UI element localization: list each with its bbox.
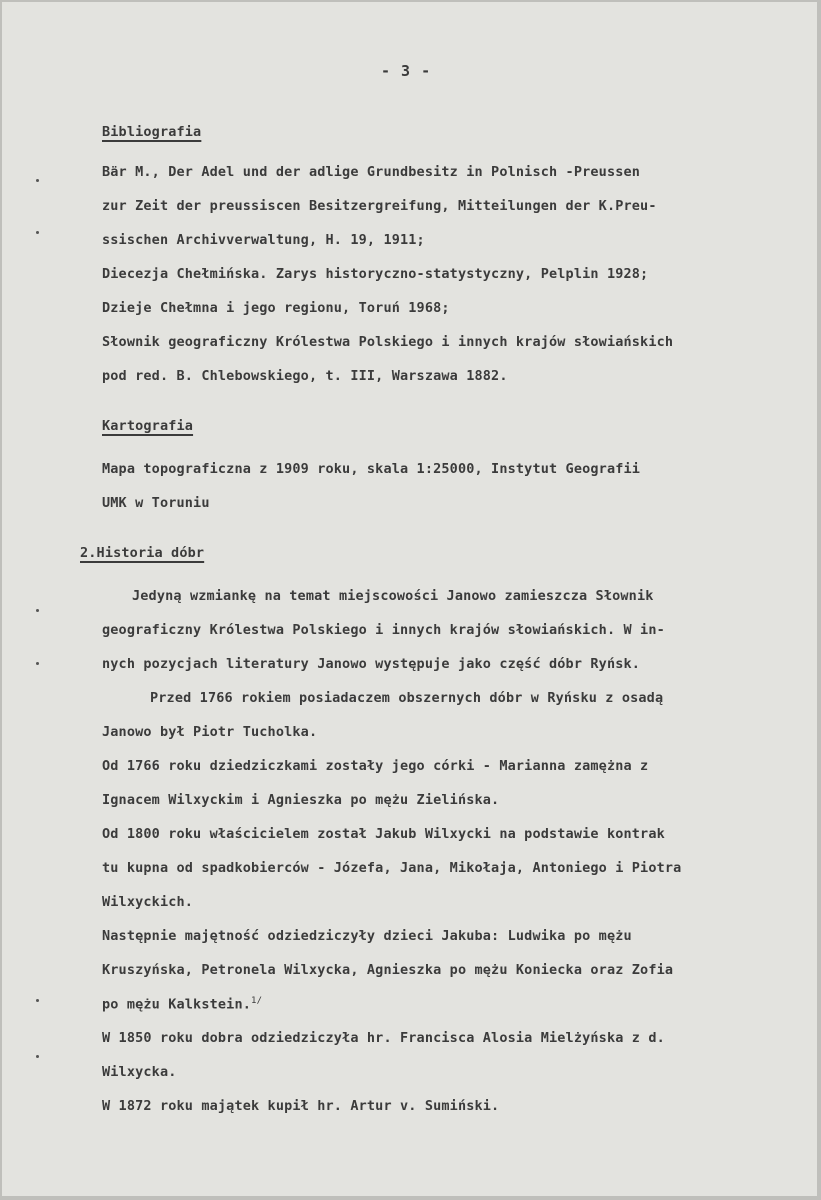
- bibliography-line: pod red. B. Chlebowskiego, t. III, Warszawa 1882.: [102, 368, 508, 384]
- history-heading: 2.Historia dóbr: [80, 545, 205, 561]
- history-line: Przed 1766 rokiem posiadaczem obszernych dóbr w Ryńsku z osadą: [150, 690, 664, 706]
- cartography-heading: Kartografia: [102, 418, 194, 434]
- page-number: - 3 -: [381, 62, 432, 80]
- history-line-text: po mężu Kalkstein.: [102, 996, 251, 1013]
- history-line: Kruszyńska, Petronela Wilxycka, Agnieszka po mężu Koniecka oraz Zofia: [102, 962, 674, 978]
- history-line: Ignacem Wilxyckim i Agnieszka po mężu Zielińska.: [102, 792, 500, 808]
- margin-dot: [36, 179, 39, 182]
- history-line: Od 1766 roku dziedziczkami zostały jego córki - Marianna zamężna z: [102, 758, 649, 774]
- margin-dot: [36, 231, 39, 234]
- bibliography-heading: Bibliografia: [102, 124, 202, 140]
- bibliography-line: Słownik geograficzny Królestwa Polskiego i innych krajów słowiańskich: [102, 334, 674, 350]
- history-line: nych pozycjach literatury Janowo występuje jako część dóbr Ryńsk.: [102, 656, 641, 672]
- margin-dot: [36, 999, 39, 1002]
- history-line: Wilxyckich.: [102, 894, 194, 910]
- history-line: [102, 996, 262, 1013]
- bibliography-line: ssischen Archivverwaltung, H. 19, 1911;: [102, 232, 425, 248]
- bibliography-line: Bär M., Der Adel und der adlige Grundbesitz in Polnisch -Preussen: [102, 164, 641, 180]
- history-line: Następnie majętność odziedziczyły dzieci Jakuba: Ludwika po mężu: [102, 928, 632, 944]
- history-line: tu kupna od spadkobierców - Józefa, Jana, Mikołaja, Antoniego i Piotra: [102, 860, 682, 876]
- history-line: Jedyną wzmiankę na temat miejscowości Janowo zamieszcza Słownik: [132, 588, 654, 604]
- margin-dot: [36, 662, 39, 665]
- document-page: [2, 2, 817, 1196]
- margin-dot: [36, 609, 39, 612]
- history-line: geograficzny Królestwa Polskiego i innych krajów słowiańskich. W in-: [102, 622, 665, 638]
- history-line: Janowo był Piotr Tucholka.: [102, 724, 318, 740]
- history-line: W 1850 roku dobra odziedziczyła hr. Francisca Alosia Mielżyńska z d.: [102, 1030, 665, 1046]
- bibliography-line: zur Zeit der preussiscen Besitzergreifung, Mitteilungen der K.Preu-: [102, 198, 657, 214]
- footnote-reference: 1/: [251, 996, 263, 1006]
- margin-dot: [36, 1055, 39, 1058]
- cartography-line: UMK w Toruniu: [102, 495, 210, 511]
- history-line: Wilxycka.: [102, 1064, 177, 1080]
- bibliography-line: Diecezja Chełmińska. Zarys historyczno-statystyczny, Pelplin 1928;: [102, 266, 649, 282]
- history-line: W 1872 roku majątek kupił hr. Artur v. Sumiński.: [102, 1098, 500, 1114]
- history-line: Od 1800 roku właścicielem został Jakub Wilxycki na podstawie kontrak: [102, 826, 665, 842]
- cartography-line: Mapa topograficzna z 1909 roku, skala 1:25000, Instytut Geografii: [102, 461, 641, 477]
- bibliography-line: Dzieje Chełmna i jego regionu, Toruń 1968;: [102, 300, 450, 316]
